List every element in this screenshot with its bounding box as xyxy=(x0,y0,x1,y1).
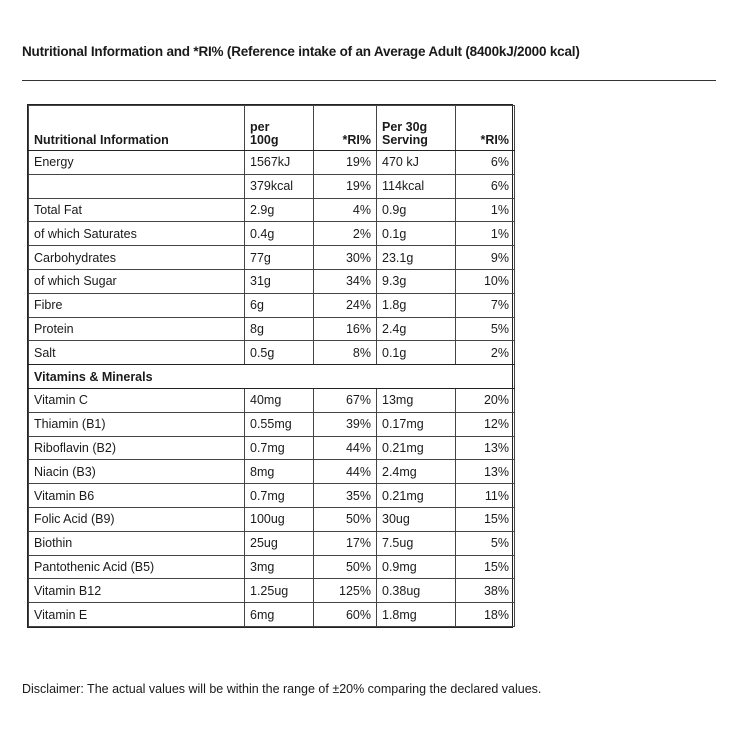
ri-percent-serving: 18% xyxy=(456,603,515,627)
nutrient-name: Vitamin B12 xyxy=(29,579,245,603)
vitamins-heading: Vitamins & Minerals xyxy=(29,365,245,389)
header-ri-percent-serving: *RI% xyxy=(456,106,515,151)
nutrient-name: Biothin xyxy=(29,531,245,555)
heading-spacer xyxy=(456,365,515,389)
nutrient-name: Vitamin C xyxy=(29,388,245,412)
ri-percent-100g: 35% xyxy=(314,484,377,508)
ri-percent-100g: 2% xyxy=(314,222,377,246)
value-per-serving: 470 kJ xyxy=(377,151,456,175)
ri-percent-100g: 4% xyxy=(314,198,377,222)
value-per-serving: 30ug xyxy=(377,507,456,531)
ri-percent-100g: 19% xyxy=(314,174,377,198)
value-per-serving: 0.38ug xyxy=(377,579,456,603)
nutrient-name: Thiamin (B1) xyxy=(29,412,245,436)
value-per-serving: 23.1g xyxy=(377,246,456,270)
ri-percent-serving: 1% xyxy=(456,222,515,246)
title-divider xyxy=(22,80,716,81)
header-per-30g-label: Per 30g xyxy=(382,119,428,134)
nutrient-name: Energy xyxy=(29,151,245,175)
header-per-100g xyxy=(245,106,314,151)
nutrients-section xyxy=(29,151,515,365)
value-per-100g: 0.4g xyxy=(245,222,314,246)
ri-percent-serving: 15% xyxy=(456,507,515,531)
nutrient-name: Fibre xyxy=(29,293,245,317)
heading-spacer xyxy=(245,365,314,389)
value-per-100g: 0.55mg xyxy=(245,412,314,436)
vitamins-section xyxy=(29,388,515,626)
value-per-serving: 0.9g xyxy=(377,198,456,222)
value-per-100g: 100ug xyxy=(245,507,314,531)
ri-percent-serving: 12% xyxy=(456,412,515,436)
table-row xyxy=(29,222,515,246)
value-per-100g: 0.5g xyxy=(245,341,314,365)
table-row xyxy=(29,198,515,222)
table-row xyxy=(29,269,515,293)
value-per-serving: 13mg xyxy=(377,388,456,412)
ri-percent-100g: 19% xyxy=(314,151,377,175)
ri-percent-serving: 10% xyxy=(456,269,515,293)
nutrient-name: Salt xyxy=(29,341,245,365)
nutrient-name: Carbohydrates xyxy=(29,246,245,270)
nutrient-name: Total Fat xyxy=(29,198,245,222)
ri-percent-100g: 17% xyxy=(314,531,377,555)
ri-percent-serving: 7% xyxy=(456,293,515,317)
value-per-100g: 8mg xyxy=(245,460,314,484)
header-serving-label: Serving xyxy=(382,133,428,148)
table-row xyxy=(29,151,515,175)
ri-percent-100g: 67% xyxy=(314,388,377,412)
value-per-serving: 0.1g xyxy=(377,341,456,365)
table-row xyxy=(29,460,515,484)
table-row xyxy=(29,174,515,198)
ri-percent-serving: 9% xyxy=(456,246,515,270)
value-per-100g: 6g xyxy=(245,293,314,317)
heading-spacer xyxy=(377,365,456,389)
value-per-100g: 0.7mg xyxy=(245,436,314,460)
table-header-row xyxy=(29,106,515,151)
header-100g-label: 100g xyxy=(250,133,279,148)
value-per-serving: 2.4g xyxy=(377,317,456,341)
nutrient-name: of which Sugar xyxy=(29,269,245,293)
value-per-100g: 0.7mg xyxy=(245,484,314,508)
table-row xyxy=(29,293,515,317)
nutrition-table xyxy=(27,104,513,628)
ri-percent-serving: 6% xyxy=(456,174,515,198)
ri-percent-100g: 44% xyxy=(314,436,377,460)
vitamins-heading-row xyxy=(29,365,515,389)
value-per-serving: 0.17mg xyxy=(377,412,456,436)
nutrient-name: Niacin (B3) xyxy=(29,460,245,484)
value-per-100g: 8g xyxy=(245,317,314,341)
nutrient-name: Vitamin E xyxy=(29,603,245,627)
ri-percent-100g: 60% xyxy=(314,603,377,627)
ri-percent-serving: 2% xyxy=(456,341,515,365)
table-row xyxy=(29,412,515,436)
value-per-100g: 379kcal xyxy=(245,174,314,198)
value-per-100g: 2.9g xyxy=(245,198,314,222)
table-row xyxy=(29,436,515,460)
heading-spacer xyxy=(314,365,377,389)
nutrient-name: Vitamin B6 xyxy=(29,484,245,508)
ri-percent-100g: 50% xyxy=(314,507,377,531)
value-per-serving: 0.21mg xyxy=(377,484,456,508)
header-per-label: per xyxy=(250,119,270,134)
ri-percent-serving: 13% xyxy=(456,436,515,460)
header-ri-percent-100g: *RI% xyxy=(314,106,377,151)
page-title: Nutritional Information and *RI% (Reference intake of an Average Adult (8400kJ/2000 kcal) xyxy=(22,44,580,59)
ri-percent-100g: 34% xyxy=(314,269,377,293)
ri-percent-serving: 5% xyxy=(456,317,515,341)
disclaimer-text: Disclaimer: The actual values will be within the range of ±20% comparing the declared values. xyxy=(22,682,542,696)
value-per-100g: 77g xyxy=(245,246,314,270)
value-per-serving: 1.8mg xyxy=(377,603,456,627)
value-per-100g: 1567kJ xyxy=(245,151,314,175)
value-per-serving: 0.21mg xyxy=(377,436,456,460)
value-per-serving: 0.1g xyxy=(377,222,456,246)
ri-percent-serving: 11% xyxy=(456,484,515,508)
ri-percent-100g: 39% xyxy=(314,412,377,436)
table-row xyxy=(29,341,515,365)
table-row xyxy=(29,317,515,341)
value-per-serving: 2.4mg xyxy=(377,460,456,484)
nutrient-name: of which Saturates xyxy=(29,222,245,246)
value-per-serving: 0.9mg xyxy=(377,555,456,579)
nutrient-name: Folic Acid (B9) xyxy=(29,507,245,531)
table-row xyxy=(29,579,515,603)
ri-percent-serving: 5% xyxy=(456,531,515,555)
nutrient-name xyxy=(29,174,245,198)
ri-percent-serving: 6% xyxy=(456,151,515,175)
table-row xyxy=(29,507,515,531)
table-row xyxy=(29,484,515,508)
value-per-100g: 31g xyxy=(245,269,314,293)
ri-percent-serving: 1% xyxy=(456,198,515,222)
value-per-serving: 1.8g xyxy=(377,293,456,317)
nutrient-name: Riboflavin (B2) xyxy=(29,436,245,460)
value-per-100g: 25ug xyxy=(245,531,314,555)
value-per-serving: 7.5ug xyxy=(377,531,456,555)
ri-percent-100g: 8% xyxy=(314,341,377,365)
nutrient-name: Protein xyxy=(29,317,245,341)
value-per-100g: 1.25ug xyxy=(245,579,314,603)
ri-percent-serving: 20% xyxy=(456,388,515,412)
ri-percent-100g: 30% xyxy=(314,246,377,270)
table-row xyxy=(29,531,515,555)
value-per-serving: 9.3g xyxy=(377,269,456,293)
table-row xyxy=(29,246,515,270)
value-per-100g: 6mg xyxy=(245,603,314,627)
ri-percent-100g: 44% xyxy=(314,460,377,484)
value-per-100g: 40mg xyxy=(245,388,314,412)
header-per-serving xyxy=(377,106,456,151)
nutrient-name: Pantothenic Acid (B5) xyxy=(29,555,245,579)
ri-percent-100g: 24% xyxy=(314,293,377,317)
value-per-serving: 114kcal xyxy=(377,174,456,198)
table-row xyxy=(29,388,515,412)
ri-percent-100g: 50% xyxy=(314,555,377,579)
value-per-100g: 3mg xyxy=(245,555,314,579)
table-row xyxy=(29,555,515,579)
ri-percent-serving: 15% xyxy=(456,555,515,579)
header-nutritional-information: Nutritional Information xyxy=(29,106,245,151)
ri-percent-serving: 38% xyxy=(456,579,515,603)
ri-percent-serving: 13% xyxy=(456,460,515,484)
ri-percent-100g: 16% xyxy=(314,317,377,341)
table-row xyxy=(29,603,515,627)
ri-percent-100g: 125% xyxy=(314,579,377,603)
